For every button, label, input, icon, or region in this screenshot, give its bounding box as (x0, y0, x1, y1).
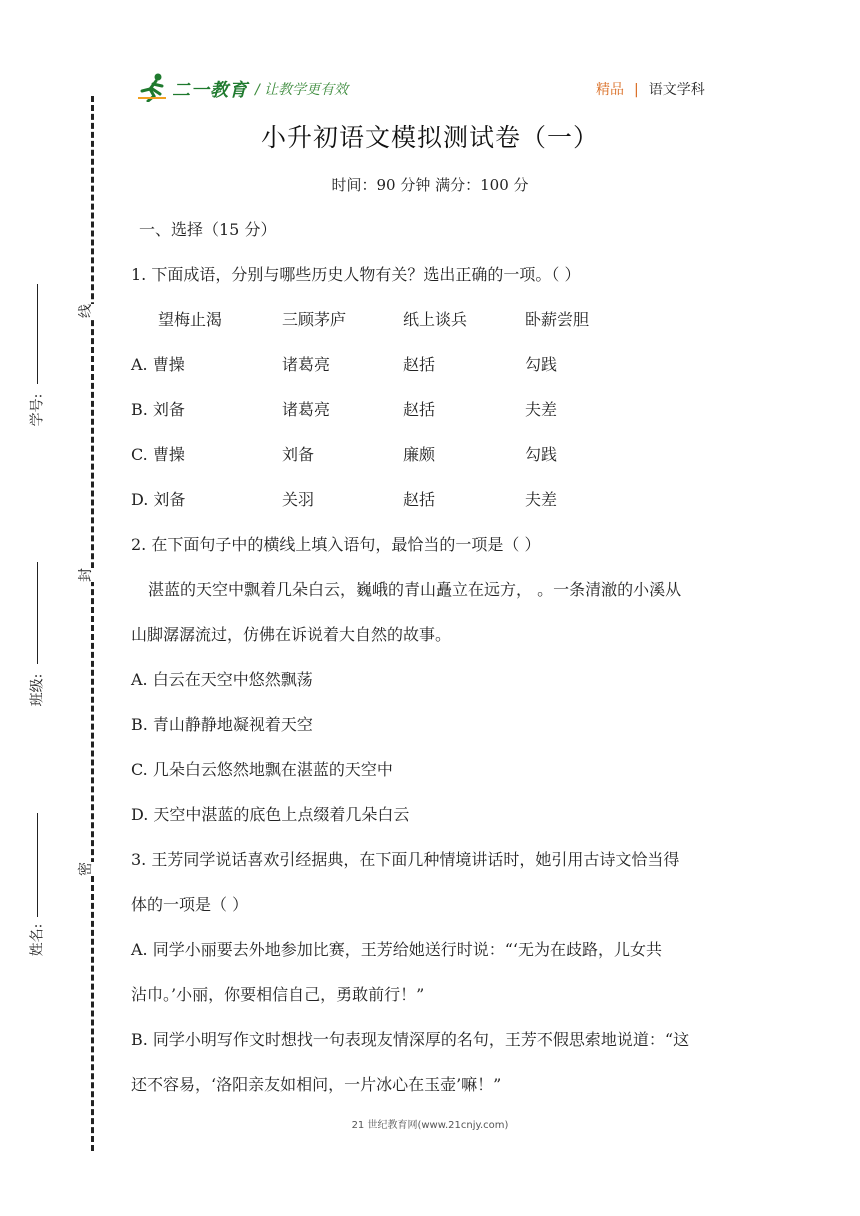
q2-option-a: A. 白云在天空中悠然飘荡 (131, 670, 313, 689)
q3-option-b-line2: 还不容易，‘洛阳亲友如相问，一片冰心在玉壶’嘛！” (131, 1075, 502, 1094)
q1-option-c-4: 勾践 (525, 445, 558, 464)
badge-jingpin: 精品 (596, 82, 624, 98)
slogan: / 让教学更有效 (255, 82, 349, 98)
binding-dashed-line (91, 96, 94, 1151)
header-divider: | (634, 82, 639, 98)
q2-passage-line2: 山脚潺潺流过，仿佛在诉说着大自然的故事。 (131, 625, 452, 644)
q2-option-d: D. 天空中湛蓝的底色上点缀着几朵白云 (131, 805, 410, 824)
q2-passage-line1: 湛蓝的天空中飘着几朵白云，巍峨的青山矗立在远方， 。一条清澈的小溪从 (148, 580, 682, 599)
q3-stem-line1: 3. 王芳同学说话喜欢引经据典，在下面几种情境讲话时，她引用古诗文恰当得 (131, 850, 680, 869)
class-label: 班级: (29, 673, 46, 707)
logo-text: 二一教育 (172, 80, 248, 101)
q1-option-d-3: 赵括 (403, 490, 436, 509)
q1-option-b-2: 诸葛亮 (282, 400, 331, 419)
q1-option-d-4: 夫差 (525, 490, 558, 509)
margin-mark-mi: 密 (72, 862, 98, 876)
q3-option-b-line1: B. 同学小明写作文时想找一句表现友情深厚的名句，王芳不假思索地说道：“这 (131, 1030, 690, 1049)
q1-option-a-3: 赵括 (403, 355, 436, 374)
q1-option-d-2: 关羽 (282, 490, 315, 509)
q1-option-c-3: 廉颇 (403, 445, 436, 464)
section-heading: 一、选择（15 分） (139, 220, 277, 239)
q1-option-b-3: 赵括 (403, 400, 436, 419)
q3-stem-line2: 体的一项是（ ） (131, 895, 249, 914)
q1-option-c-2: 刘备 (282, 445, 315, 464)
margin-mark-feng: 封 (72, 568, 98, 582)
name-line (37, 813, 38, 917)
q1-idiom-3: 纸上谈兵 (403, 310, 468, 329)
runner-logo-icon (136, 72, 172, 102)
q1-idiom-1: 望梅止渴 (158, 310, 223, 329)
margin-mark-xian: 线 (72, 304, 98, 318)
q2-option-c: C. 几朵白云悠然地飘在湛蓝的天空中 (131, 760, 393, 779)
header-right (596, 79, 705, 99)
q1-option-b-1: B. 刘备 (131, 400, 185, 419)
q1-idiom-4: 卧薪尝胆 (525, 310, 590, 329)
q1-option-a-1: A. 曹操 (131, 355, 185, 374)
class-line (37, 562, 38, 664)
page-title: 小升初语文模拟测试卷（一） (260, 123, 599, 152)
exam-info: 时间：90 分钟 满分：100 分 (331, 176, 529, 194)
q1-option-a-2: 诸葛亮 (282, 355, 331, 374)
q1-stem: 1. 下面成语，分别与哪些历史人物有关？选出正确的一项。（ ） (131, 265, 581, 284)
q3-option-a-line2: 沾巾。’小丽，你要相信自己，勇敢前行！” (131, 985, 425, 1004)
page-footer: 21 世纪教育网(www.21cnjy.com) (351, 1120, 509, 1131)
student-id-label: 学号: (29, 393, 46, 427)
q1-idiom-2: 三顾茅庐 (282, 310, 347, 329)
q1-option-a-4: 勾践 (525, 355, 558, 374)
student-id-line (37, 284, 38, 384)
q2-option-b: B. 青山静静地凝视着天空 (131, 715, 313, 734)
q3-option-a-line1: A. 同学小丽要去外地参加比赛，王芳给她送行时说：“‘无为在歧路，儿女共 (131, 940, 662, 959)
subject-label: 语文学科 (648, 82, 705, 98)
name-label: 姓名: (29, 923, 46, 957)
q1-option-c-1: C. 曹操 (131, 445, 185, 464)
q1-option-d-1: D. 刘备 (131, 490, 186, 509)
q1-option-b-4: 夫差 (525, 400, 558, 419)
q2-stem: 2. 在下面句子中的横线上填入语句，最恰当的一项是（ ） (131, 535, 541, 554)
